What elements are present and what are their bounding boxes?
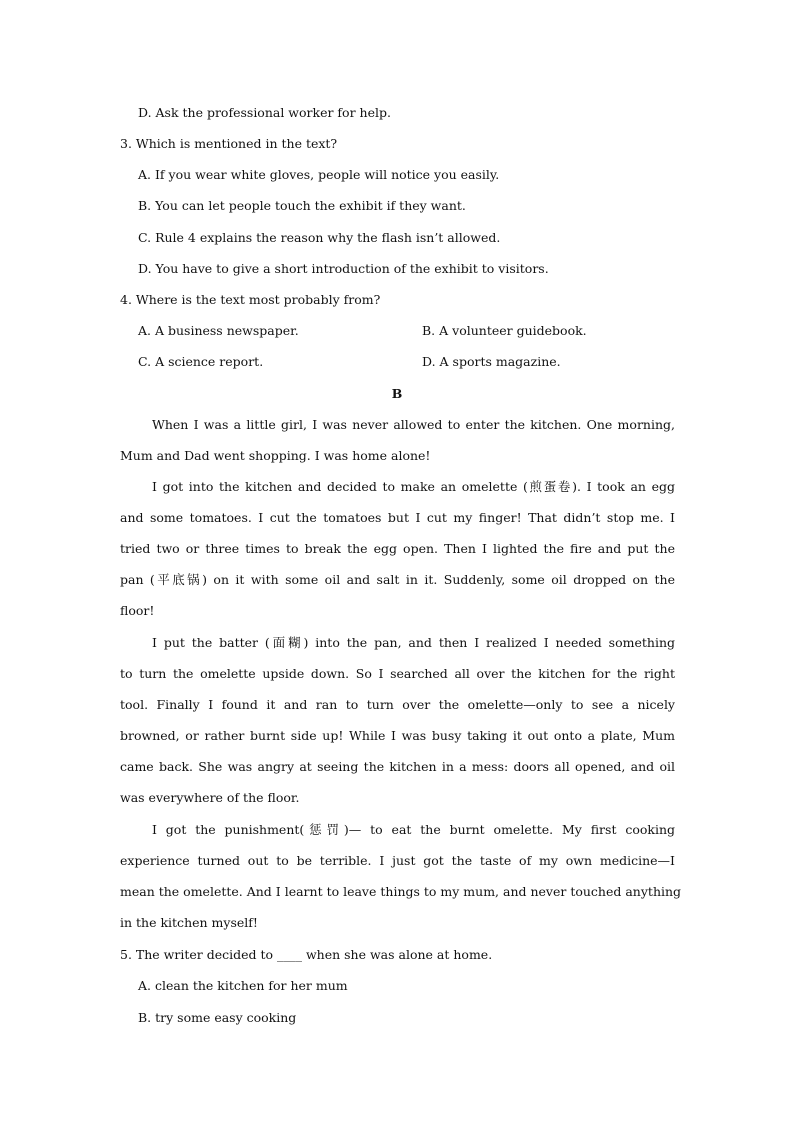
passage-line: I got into the kitchen and decided to make an omelette (煎蛋卷). I took an egg: [152, 479, 675, 494]
q3-question: 3. Which is mentioned in the text?: [120, 136, 338, 151]
passage-line: mean the omelette. And I learnt to leave things to my mum, and never touched anything: [120, 884, 682, 899]
q3-option-c: C. Rule 4 explains the reason why the flash isn’t allowed.: [138, 230, 501, 245]
passage-line: I got the punishment(惩罚)— to eat the burnt omelette. My first cooking: [152, 822, 675, 837]
q3-option-a: A. If you wear white gloves, people will notice you easily.: [138, 167, 500, 182]
passage-paragraph-4: [120, 822, 682, 946]
q3-option-b: B. You can let people touch the exhibit if they want.: [138, 198, 466, 213]
q5-option-b: B. try some easy cooking: [138, 1010, 297, 1025]
q4-option-a: A. A business newspaper.: [138, 323, 299, 338]
passage-line: I put the batter (面糊) into the pan, and then I realized I needed something: [152, 635, 675, 650]
passage-line: experience turned out to be terrible. I just got the taste of my own medicine—I: [120, 853, 675, 868]
q4-question: 4. Where is the text most probably from?: [120, 292, 381, 307]
passage-paragraph-1: [120, 417, 675, 479]
q5-question: 5. The writer decided to ____ when she was alone at home.: [120, 947, 493, 962]
passage-line: and some tomatoes. I cut the tomatoes but I cut my finger! That didn’t stop me. I: [120, 510, 675, 525]
q4-option-b: B. A volunteer guidebook.: [422, 323, 587, 338]
passage-line: in the kitchen myself!: [120, 915, 258, 930]
passage-line: When I was a little girl, I was never allowed to enter the kitchen. One morning,: [152, 417, 675, 432]
section-heading: B: [391, 386, 403, 401]
passage-line: Mum and Dad went shopping. I was home alone!: [120, 448, 431, 463]
q4-option-d: D. A sports magazine.: [422, 354, 561, 369]
q2-option-d: D. Ask the professional worker for help.: [138, 105, 391, 120]
passage-paragraph-2: [120, 479, 675, 634]
passage-line: to turn the omelette upside down. So I searched all over the kitchen for the right: [120, 666, 675, 681]
passage-line: came back. She was angry at seeing the kitchen in a mess: doors all opened, and oil: [120, 759, 675, 774]
passage-line: tool. Finally I found it and ran to turn over the omelette—only to see a nicely: [120, 697, 675, 712]
passage-line: was everywhere of the floor.: [120, 790, 300, 805]
passage-line: browned, or rather burnt side up! While I was busy taking it out onto a plate, Mum: [120, 728, 675, 743]
q4-option-c: C. A science report.: [138, 354, 264, 369]
passage-paragraph-3: [120, 635, 675, 821]
q3-option-d: D. You have to give a short introduction of the exhibit to visitors.: [138, 261, 549, 276]
passage-line: floor!: [120, 603, 155, 618]
passage-line: tried two or three times to break the egg open. Then I lighted the fire and put the: [120, 541, 675, 556]
q5-option-a: A. clean the kitchen for her mum: [138, 978, 348, 993]
passage-line: pan (平底锅) on it with some oil and salt in it. Suddenly, some oil dropped on the: [120, 572, 675, 587]
